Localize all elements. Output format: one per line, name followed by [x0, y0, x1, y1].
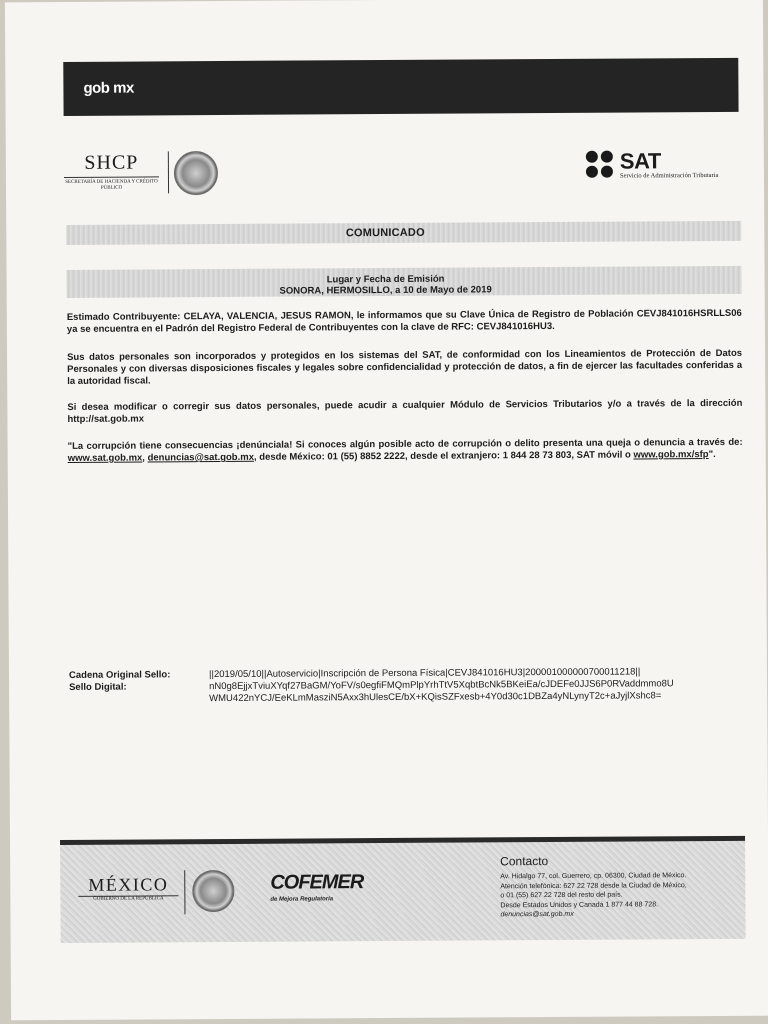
shcp-divider	[168, 151, 169, 193]
place-label: Lugar y Fecha de Emisión	[326, 273, 445, 286]
footer-seal-icon	[192, 870, 234, 912]
document-title: COMUNICADO	[345, 226, 425, 240]
cofemer-subtitle: de Mejora Regulatoria	[270, 896, 334, 903]
shcp-name: SHCP	[64, 151, 159, 178]
contacto-address: Av. Hidalgo 77, col. Guerrero, cp. 06300, Ciudad de México.	[500, 872, 687, 881]
sello-digital-value-1: nN0g8EjjxTviuXYqf27BaGM/YoFV/s0egfiFMQmPlpYrhTtV5XqbtBcNk5BKeiEa/cJDEFe0JJS6P0RVaddmmo8U	[209, 678, 674, 693]
sat-name: SAT	[619, 148, 661, 174]
sat-website-link[interactable]: www.sat.gob.mx	[67, 452, 143, 464]
contacto-phone-cdmx: Atención telefónica: 627 22 728 desde la Ciudad de México,	[500, 881, 687, 890]
contacto-info	[500, 871, 730, 920]
contacto-phone-national: o 01 (55) 627 22 728 del resto del país.	[500, 891, 623, 900]
coat-of-arms-seal-icon	[174, 151, 218, 195]
paragraph-registration: Estimado Contribuyente: CELAYA, VALENCIA, JESUS RAMON, le informamos que su Clave Única de Registro de Población CEVJ841016HSRLLS06 ya se encuentra en el Padrón del Registro Federal de Contribuyentes con la clave de RFC: CEVJ841016HU3.	[66, 307, 742, 335]
corruption-sep: ,	[142, 452, 148, 464]
contacto-phone-us-canada: Desde Estados Unidos y Canadá 1 877 44 88 728.	[500, 900, 659, 909]
corruption-text-c: ".	[708, 448, 716, 461]
sat-subtitle: Servicio de Administración Tributaria	[619, 171, 719, 180]
paragraph-modify-data: Si desea modificar o corregir sus datos personales, puede acudir a cualquier Módulo de Servicios Tributarios y/o a través de la dirección http://sat.gob.mx	[67, 397, 743, 425]
mexico-name: MÉXICO	[78, 874, 178, 897]
gob-header-bar	[63, 58, 738, 116]
sello-digital-label: Sello Digital:	[69, 681, 127, 693]
contacto-title: Contacto	[500, 854, 549, 869]
shcp-logo	[64, 151, 159, 192]
sat-dots-icon	[584, 149, 616, 181]
sat-logo	[584, 148, 744, 183]
paragraph-corruption	[68, 437, 743, 465]
contacto-email[interactable]: denuncias@sat.gob.mx	[500, 910, 574, 919]
sfp-website-link[interactable]: www.gob.mx/sfp	[633, 449, 709, 461]
place-value: SONORA, HERMOSILLO, a 10 de Mayo de 2019	[279, 284, 492, 297]
document-page	[5, 0, 768, 1020]
footer	[60, 836, 746, 943]
denuncias-email-link[interactable]: denuncias@sat.gob.mx	[147, 451, 255, 464]
mexico-subtitle: GOBIERNO DE LA REPÚBLICA	[93, 896, 164, 902]
mexico-logo	[78, 874, 178, 902]
corruption-text-a: "La corrupción tiene consecuencias ¡denúnciala! Si conoces algún posible acto de corrupción o delito presenta una queja o denuncia a través de:	[67, 436, 743, 452]
cofemer-logo: COFEMER	[270, 871, 364, 894]
cadena-original-label: Cadena Original Sello:	[68, 669, 171, 681]
mexico-divider	[184, 870, 185, 914]
shcp-subtitle: SECRETARÍA DE HACIENDA Y CRÉDITO PÚBLICO	[65, 179, 158, 191]
corruption-text-b: , desde México: 01 (55) 8852 2222, desde el extranjero: 1 844 28 73 803, SAT móvil o	[253, 449, 634, 463]
paragraph-data-protection: Sus datos personales son incorporados y protegidos en los sistemas del SAT, de conformidad con los Lineamientos de Protección de Datos Personales y con diversas disposiciones fiscales y legales sobre confidencialidad y protección de datos, a fin de ejercer las facultades conferidas a la autoridad fiscal.	[67, 347, 743, 387]
gob-mx-logo[interactable]: gob mx	[83, 79, 134, 97]
sello-digital-value-2: WMU422nYCJ/EeKLmMasziN5Axx3hUlesCE/bX+KQisSZFxesb+4Y0d30c1DBZa4yNLynyT2c+aJyjlXshc8=	[209, 690, 662, 705]
cadena-original-value: ||2019/05/10||Autoservicio|Inscripción de Persona Física|CEVJ841016HU3|200001000000700011218||	[208, 666, 641, 681]
